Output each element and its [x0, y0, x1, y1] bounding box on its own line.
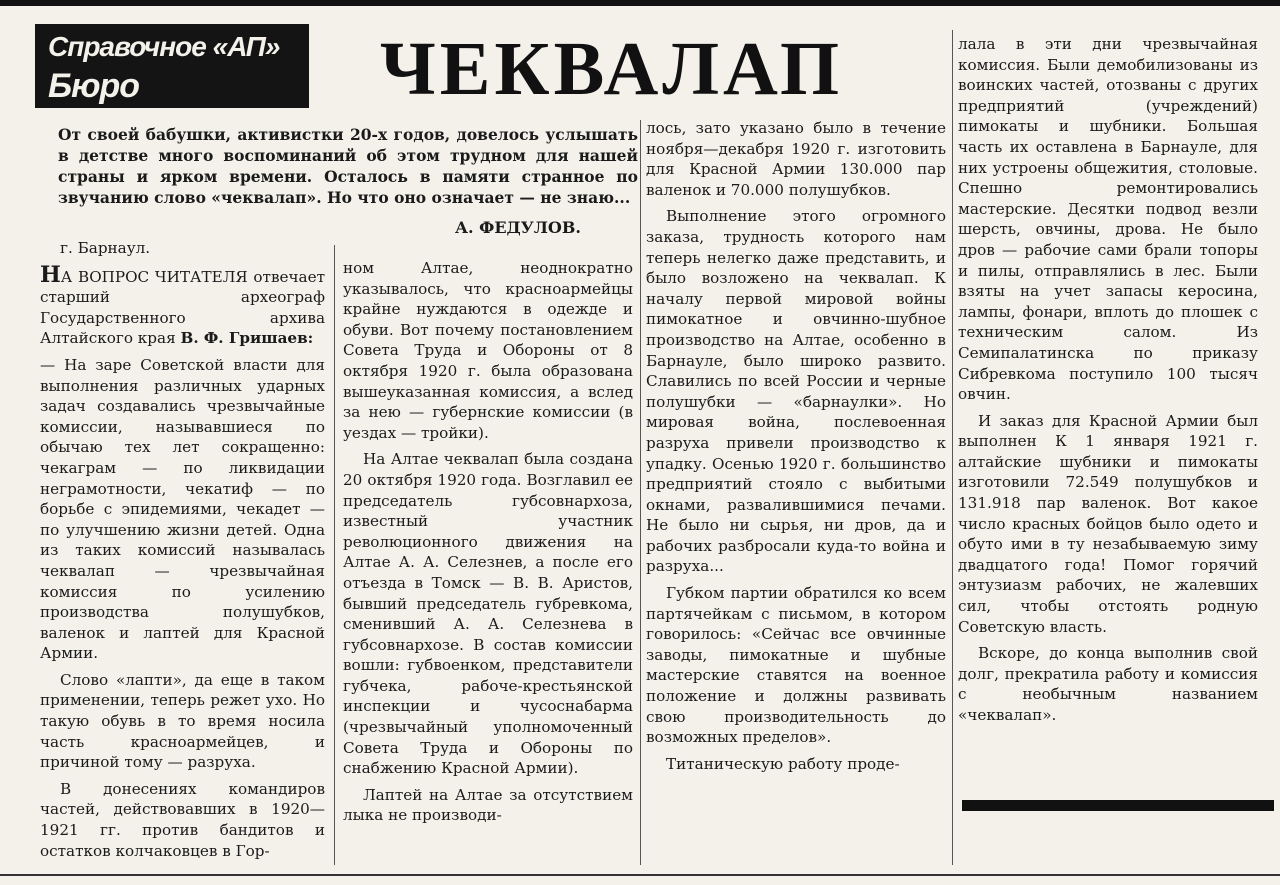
opening-text: А ВОПРОС ЧИТАТЕЛЯ отвечает старший археограф Государственного архива Алтайского края — [40, 267, 325, 348]
column-divider — [952, 30, 953, 865]
col4-paragraph-2: И заказ для Красной Армии был выполнен К 1 января 1921 г. алтайские шубники и пимокаты изготовили 72.549 полушубков и 131.918 пар валенок. Вот какое число красных бойцов было одето и обуто ими в ту незабываемую зиму двадцатого года! Помог горячий энтузиазм рабочих, не жалевших сил, чтобы отстоять родную Советскую власть. — [958, 411, 1258, 636]
col3-paragraph-4: Титаническую работу проде- — [666, 754, 900, 773]
col3-paragraph-1: лось, зато указано было в течение ноября—декабря 1920 г. изготовить для Красной Армии 130.000 пар валенок и 70.000 полушубков. — [646, 119, 946, 199]
rubric-badge — [35, 24, 309, 108]
article-headline: ЧЕКВАЛАП — [380, 27, 844, 111]
col4-paragraph-1: лала в эти дни чрезвычайная комиссия. Были демобилизованы из воинских частей, отозваны с других предприятий (учреждений) пимокаты и шубники. Большая часть их оставлена в Барнауле, для них устроены общежития, столовые. Спешно ремонтировались мастерские. Десятки подвод везли шерсть, овчины, дрова. Не было дров — рабочие сами брали топоры и пилы, отправлялись в лес. Были взяты на учет запасы керосина, лампы, фонари, вплоть до плошек с техническим салом. Из Семипалатинска по приказу Сибревкома поступило 100 тысяч овчин. — [958, 35, 1258, 404]
column-4 — [958, 34, 1258, 732]
archivist-name: В. Ф. Гришаев: — [180, 329, 314, 348]
dropcap: Н — [40, 261, 61, 288]
rubric-line-1: Справочное «АП» — [48, 31, 280, 62]
col4-paragraph-3: Вскоре, до конца выполнив свой долг, прекратила работу и комиссия с необычным названием «чеквалап». — [958, 644, 1258, 724]
col2-paragraph-1: ном Алтае, неоднократно указывалось, что красноармейцы крайне нуждаются в одежде и обуви. Вот почему постановлением Совета Труда и Обороны от 8 октября 1920 г. была образована вышеуказанная комиссия, а вслед за нею — губернские комиссии (в уездах — тройки). — [343, 259, 633, 442]
col3-paragraph-2: Выполнение этого огромного заказа, трудность которого нам теперь нелегко даже представить, и было возложено на чеквалап. К началу первой мировой войны пимокатное и овчинно-шубное производство на Алтае, особенно в Барнауле, было широко развито. Славились по всей России и черные полушубки — «барнаулки». Но мировая война, послевоенная разруха привели производство к упадку. Осенью 1920 г. большинство предприятий стояло с выбитыми окнами, развалившимися печами. Не было ни сырья, ни дров, да и рабочих разбросали куда-то война и разруха... — [646, 207, 946, 576]
col2-paragraph-3: Лаптей на Алтае за отсутствием лыка не производи- — [343, 785, 633, 825]
column-3 — [646, 118, 946, 780]
reader-byline: А. ФЕДУЛОВ. — [455, 218, 581, 237]
answer-opening — [40, 261, 325, 349]
top-rule — [0, 0, 1280, 6]
column-divider — [334, 245, 335, 865]
col1-paragraph-3: В донесениях командиров частей, действовавших в 1920—1921 гг. против бандитов и остатков колчаковцев в Гор- — [40, 779, 325, 860]
col2-paragraph-2: На Алтае чеквалап была создана 20 октября 1920 года. Возглавил ее председатель губсовнархоза, известный участник революционного движения на Алтае А. А. Селезнев, а после его отъезда в Томск — В. В. Аристов, бывший председатель губревкома, сменивший А. А. Селезнева в губсовнархозе. В состав комиссии вошли: губвоенком, представители губчека, рабоче-крестьянской инспекции и чусоснабарма (чрезвычайный уполномоченный Совета Труда и Обороны по снабжению Красной Армии). — [343, 450, 633, 778]
column-divider — [640, 120, 641, 865]
reader-question: От своей бабушки, активистки 20-х годов, довелось услышать в детстве много воспоминаний об этом трудном для нашей страны и ярком времени. Осталось в памяти странное по звучанию слово «чеквалап». Но что оно означает — не знаю... — [58, 125, 638, 207]
dateline: г. Барнаул. — [60, 239, 151, 257]
bottom-rule — [0, 874, 1280, 876]
column-1 — [40, 238, 325, 867]
column-2 — [343, 258, 633, 832]
col1-paragraph-2: Слово «лапти», да еще в таком применении, теперь режет ухо. Но такую обувь в то время носила часть красноармейцев, и причиной тому — разруха. — [40, 670, 325, 772]
article-end-bar — [962, 800, 1274, 811]
rubric-line-2: Бюро — [48, 67, 140, 105]
col1-paragraph-1: — На заре Советской власти для выполнения различных ударных задач создавались чрезвычайные комиссии, называвшиеся по обычаю тех лет сокращенно: чекаграм — по ликвидации неграмотности, чекатиф — по борьбе с эпидемиями, чекадет — по улучшению жизни детей. Одна из таких комиссий называлась чеквалап — чрезвычайная комиссия по усилению производства полушубков, валенок и лаптей для Красной Армии. — [40, 355, 325, 663]
col3-paragraph-3: Губком партии обратился ко всем партячейкам с письмом, в котором говорилось: «Сейчас все овчинные заводы, пимокатные и шубные мастерские ставятся на военное положение и должны развивать свою производительность до возможных пределов». — [646, 584, 946, 747]
